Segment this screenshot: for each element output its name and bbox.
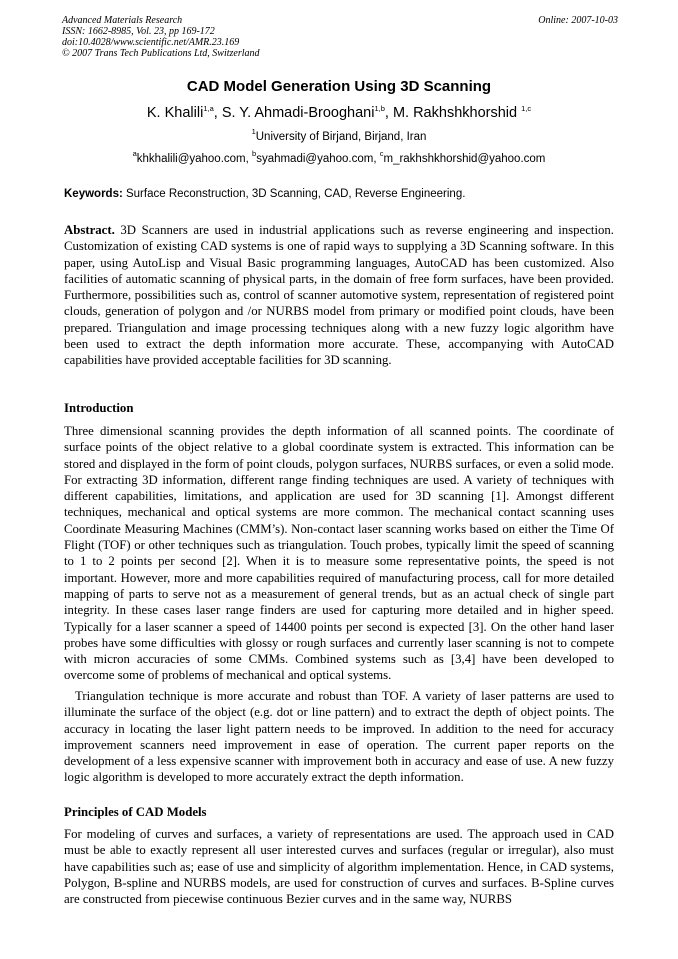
email-address: m_rakhshkhorshid@yahoo.com xyxy=(383,153,546,165)
paper-title: CAD Model Generation Using 3D Scanning xyxy=(186,78,492,95)
keywords-label: Keywords: xyxy=(64,188,123,200)
introduction-paragraph-2: Triangulation technique is more accurate and robust than TOF. A variety of laser patterns are used to illuminate the surface of the object (e.g. dot or line pattern) and to extract the depth of object points. The accuracy in locating the laser light pattern needs to be improved. In addition to the need for accuracy improvement scanners need improvement in ease of operation. The current paper reports on the development of a less expensive scanner with improvement both in accuracy and ease of use. A new fuzzy logic algorithm is developed to more accurately extract the depth information. xyxy=(64,689,614,785)
author-affiliation-mark: 1,a xyxy=(203,104,214,113)
author-affiliation-mark: 1,c xyxy=(521,104,532,113)
email-address: khkhalili@yahoo.com, xyxy=(136,153,253,165)
principles-paragraph-1: For modeling of curves and surfaces, a variety of representations are used. The approach used in CAD must be able to exactly represent all user interested curves and surfaces (regular or irregular), also must have capabilities such as; ease of use and simplicity of algorithm implementation. Hence, in CAD systems, Polygon, B-spline and NURBS models, are used for construction of curves and surfaces. B-Spline curves are constructed from piecewise continuous Bezier curves and in the same way, NURBS xyxy=(64,827,614,907)
author-name: S. Y. Ahmadi-Brooghani xyxy=(221,105,375,121)
online-date: Online: 2007-10-03 xyxy=(538,15,618,26)
keywords xyxy=(64,187,465,201)
affiliation-text: University of Birjand, Birjand, Iran xyxy=(255,131,427,143)
section-heading-introduction: Introduction xyxy=(64,401,134,415)
abstract-label: Abstract. xyxy=(64,223,115,237)
email-list xyxy=(0,149,678,167)
copyright-line: © 2007 Trans Tech Publications Ltd, Switzerland xyxy=(62,48,260,59)
affiliation-mark: 1 xyxy=(251,127,256,136)
author-name: M. Rakhshkhorshid xyxy=(392,105,518,121)
abstract xyxy=(64,222,614,369)
author-list xyxy=(0,104,678,124)
keywords-text: Surface Reconstruction, 3D Scanning, CAD, Reverse Engineering. xyxy=(122,188,466,200)
email-address: syahmadi@yahoo.com, xyxy=(256,153,380,165)
author-separator: , xyxy=(384,105,393,121)
email-mark: a xyxy=(132,149,137,158)
author-name: K. Khalili xyxy=(146,105,204,121)
author-affiliation-mark: 1,b xyxy=(374,104,385,113)
introduction-paragraph-1: Three dimensional scanning provides the depth information of all scanned points. The coordinate of surface points of the object relative to a global coordinate system is extracted. This information can be stored and displayed in the form of point clouds, polygon surfaces, NURBS surfaces, or even a solid mode. For extracting 3D information, different range finding techniques are used. A variety of techniques with different capabilities, limitations, and application are used for 3D scanning [1]. Amongst different techniques, mechanical and optical systems are more common. The mechanical contact scanning uses Coordinate Measuring Machines (CMM’s). Non-contact laser scanning works based on either the Time Of Flight (TOF) or other techniques such as triangulation. Touch probes, typically limit the speed of scanning to 1 to 2 points per second [2]. When it is to measure some representative points, the speed is not important. However, more and more capabilities required of manufacturing process, call for more detailed mapping of parts to serve not as a measurement of general trends, but as an actual check of single part integrity. In these cases laser range finders are used for capturing more detailed and in higher speed. Typically for a laser scanner a speed of 14400 points per second is expected [3]. On the other hand laser probes have some difficulties with glossy or rough surfaces and currently laser scanning is not to compete with micron accuracies of some CMMs. Combined systems such as [3,4] have been developed to overcome some of problems of mechanical and optical systems. xyxy=(64,424,614,683)
abstract-text: 3D Scanners are used in industrial applications such as reverse engineering and inspection. Customization of existing CAD systems is one of rapid ways to supplying a 3D Scanning software. In this paper, using AutoLisp and Visual Basic programming languages, AutoCAD has been customized. Also facilities of automatic scanning of physical parts, in the domain of free form surfaces, have been provided. Furthermore, possibilities such as, control of scanner automotive system, representation of registered point clouds, generation of polygon and /or NURBS model from primary or modified point clouds, have been prepared. Triangulation and image processing techniques along with a new fuzzy logic algorithm have been used to extract the depth information more accurate. These, accompanying with AutoCAD capabilities have provided acceptable facilities for 3D scanning. xyxy=(64,223,614,368)
email-mark: b xyxy=(252,149,257,158)
journal-name: Advanced Materials Research xyxy=(62,15,183,26)
issn-line: ISSN: 1662-8985, Vol. 23, pp 169-172 xyxy=(62,26,215,37)
email-mark: c xyxy=(379,149,384,158)
author-separator: , xyxy=(213,105,222,121)
doi-line: doi:10.4028/www.scientific.net/AMR.23.169 xyxy=(62,37,240,48)
journal-header xyxy=(62,15,618,59)
section-heading-principles: Principles of CAD Models xyxy=(64,805,207,819)
affiliation xyxy=(0,127,678,145)
